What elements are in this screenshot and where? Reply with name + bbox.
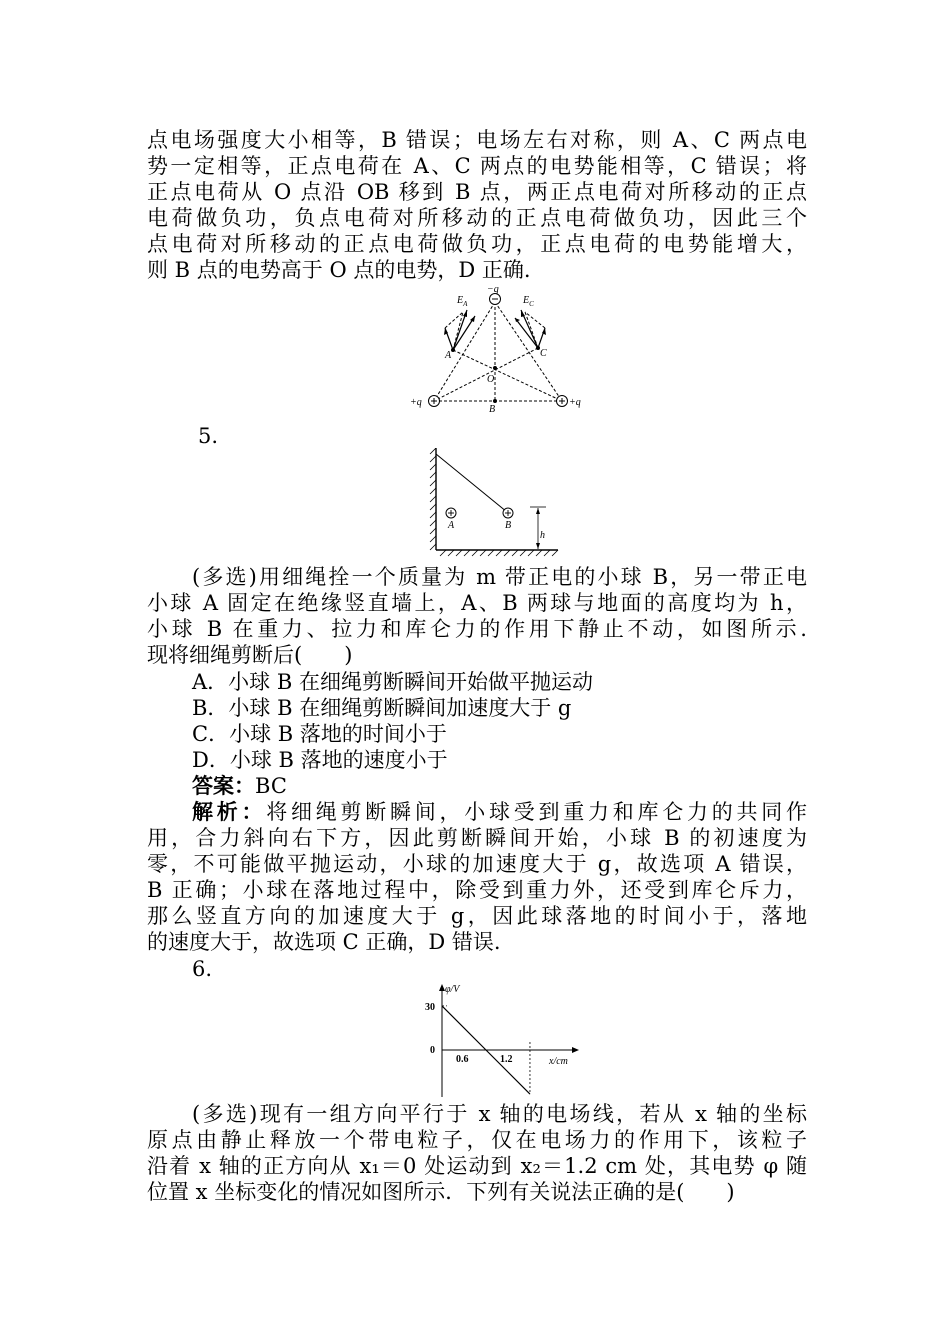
y-axis-label: φ/V <box>445 984 460 995</box>
option-d: D．小球 B 落地的速度小于 <box>192 748 448 772</box>
point-b-label: B <box>489 404 496 415</box>
y-tick-30: 30 <box>425 1002 435 1013</box>
text-line: 点电场强度大小相等，B 错误；电场左右对称，则 A、C 两点电 <box>147 128 807 152</box>
ball-b-label: B <box>505 520 512 531</box>
field-ea-label: $E_A$ <box>457 295 468 308</box>
text-line: 零，不可能做平抛运动，小球的加速度大于 g，故选项 A 错误， <box>147 852 807 876</box>
text-line: 势一定相等，正点电荷在 A、C 两点的电势能相等，C 错误；将 <box>147 154 807 178</box>
question-6-number: 6. <box>192 957 213 981</box>
left-charge-label: +q <box>410 397 422 408</box>
text-line: 解析：将细绳剪断瞬间，小球受到重力和库仑力的共同作 <box>192 799 807 824</box>
option-a: A．小球 B 在细绳剪断瞬间开始做平抛运动 <box>192 670 593 694</box>
potential-graph <box>415 980 580 1098</box>
text-line: 用，合力斜向右下方，因此剪断瞬间开始，小球 B 的初速度为 <box>147 826 807 850</box>
text-line: B 正确；小球在落地过程中，除受到重力外，还受到库仑斥力， <box>147 878 807 902</box>
text-line: 沿着 x 轴的正方向从 x₁＝0 处运动到 x₂＝1.2 cm 处，其电势 φ 随 <box>147 1154 807 1178</box>
ball-a-label: A <box>448 520 455 531</box>
text-line: 小球 A 固定在绝缘竖直墙上，A、B 两球与地面的高度均为 h， <box>147 591 807 615</box>
point-c-label: C <box>540 348 547 359</box>
text-line: 则 B 点的电势高于 O 点的电势，D 正确. <box>147 258 531 282</box>
height-h-label: h <box>540 530 545 541</box>
text-line: 的速度大于，故选项 C 正确，D 错误. <box>147 930 501 954</box>
field-ec-label: $E_C$ <box>523 295 534 308</box>
text-line: 点电荷对所移动的正点电荷做负功，正点电荷的电势能增大， <box>147 232 807 256</box>
option-b: B．小球 B 在细绳剪断瞬间加速度大于 g <box>192 696 572 720</box>
text-line: 那么竖直方向的加速度大于 g，因此球落地的时间小于，落地 <box>147 904 807 928</box>
right-charge-label: +q <box>569 397 581 408</box>
answer-value: BC <box>255 774 287 798</box>
text-line: 原点由静止释放一个带电粒子，仅在电场力的作用下，该粒子 <box>147 1128 807 1152</box>
text-line: 小球 B 在重力、拉力和库仑力的作用下静止不动，如图所示. <box>147 617 807 641</box>
x-axis-label: x/cm <box>549 1056 568 1067</box>
text-line: (多选)用细绳拴一个质量为 m 带正电的小球 B，另一带正电 <box>192 565 807 589</box>
text-line: 电荷做负功，负点电荷对所移动的正点电荷做负功，因此三个 <box>147 206 807 230</box>
origin-label: 0 <box>430 1045 435 1056</box>
question-5-number: 5. <box>198 424 219 448</box>
wall-balls-figure <box>428 448 568 562</box>
text-line: 正点电荷从 O 点沿 OB 移到 B 点，两正点电荷对所移动的正点 <box>147 180 807 204</box>
x-tick-1-2: 1.2 <box>500 1054 513 1065</box>
option-c: C．小球 B 落地的时间小于 <box>192 722 447 746</box>
neg-charge-label: −q <box>487 284 499 295</box>
three-charges-figure <box>405 282 625 417</box>
point-a-label: A <box>445 350 452 361</box>
text-line: 现将细绳剪断后( ) <box>147 643 353 667</box>
x-tick-0-6: 0.6 <box>456 1054 469 1065</box>
analysis-label: 解析： <box>192 799 267 824</box>
answer-label: 答案： <box>192 773 255 798</box>
answer-line <box>192 773 807 799</box>
point-o-label: O <box>487 374 495 385</box>
text-line: (多选)现有一组方向平行于 x 轴的电场线，若从 x 轴的坐标 <box>192 1102 807 1126</box>
text-line: 位置 x 坐标变化的情况如图所示．下列有关说法正确的是( ) <box>147 1180 735 1204</box>
